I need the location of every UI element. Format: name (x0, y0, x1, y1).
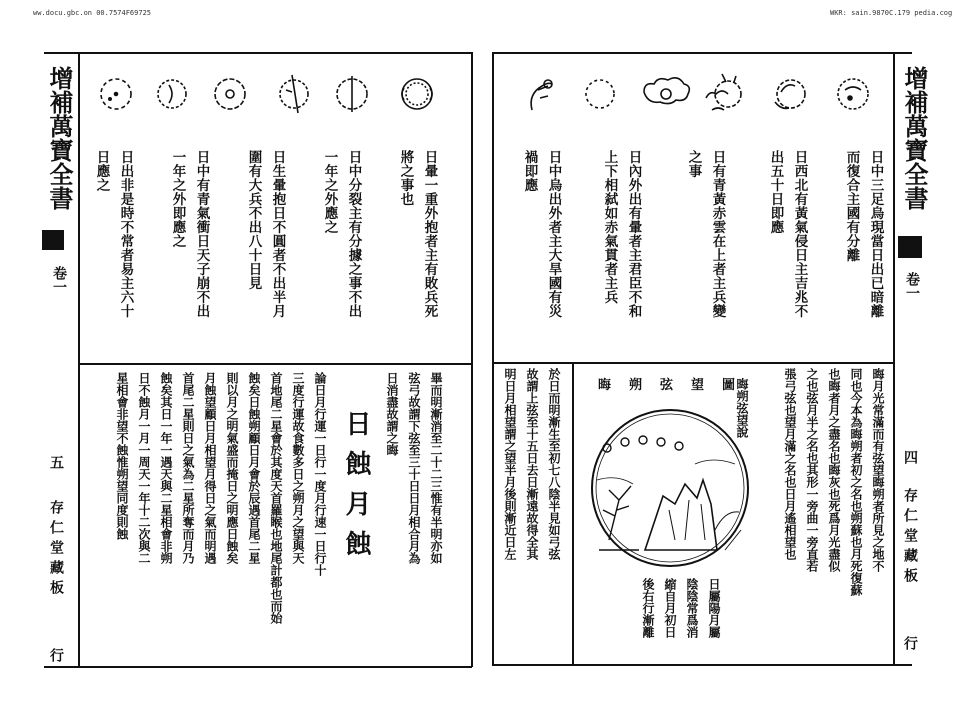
sun-halo-icon (402, 79, 432, 109)
text-column: 日暈一重外抱者主有敗兵死 (421, 150, 438, 318)
text-column: 後右行漸離 (641, 578, 655, 638)
text-column: 明日月相望謂之望半月後則漸近日左 (503, 368, 517, 560)
header-url-right: WKR: sain.9870C.179 pedia.cog (830, 9, 953, 17)
text-column: 日不蝕月一月一周天一年十二次與二 (137, 372, 151, 564)
text-column: 晦朔弦望說 (735, 378, 749, 438)
left-top-border (44, 52, 472, 54)
text-column: 同也今本為晦朔者初之名也朔蘇也月死復蘇 (849, 368, 863, 596)
right-side-page-number: 四 (902, 450, 918, 464)
right-side-volume: 卷一 (904, 272, 920, 300)
text-column: 日中烏出外者主大旱國有災 (545, 150, 562, 318)
text-column: 之事 (685, 150, 702, 178)
left-inner-border (78, 52, 80, 667)
text-column: 三度行運故食數多日之朔月之望與天 (291, 372, 305, 564)
left-sun-icons (80, 60, 472, 140)
text-column: 則以月之明氣盛而掩日之明應日蝕矣 (225, 372, 239, 564)
text-column: 日消盡故謂之晦 (385, 372, 399, 456)
left-side-volume: 卷一 (51, 266, 67, 294)
sun-ring-icon (215, 79, 245, 109)
left-side-publisher: 存仁堂藏板 (48, 500, 64, 600)
text-column: 一年之外即應之 (169, 150, 186, 248)
text-column: 上下相弑如赤氣貫者主兵 (601, 150, 618, 304)
text-column: 晦月光常滿而有弦望晦朔者所見之地不 (871, 368, 885, 572)
text-column: 日出非是時不常者易主六十 (117, 150, 134, 318)
text-column: 弦弓故謂下弦至三十日日月相合月為 (407, 372, 421, 564)
left-section-divider (79, 363, 471, 365)
text-column: 日中有青氣衝日天子崩不出 (193, 150, 210, 318)
left-bottom-border (44, 666, 472, 668)
right-sun-icons (496, 58, 892, 138)
text-column: 論日月行運一日行一度月行速一日行十 (313, 372, 327, 576)
text-column: 之也弦月半之名也其形一旁曲一旁直若 (805, 368, 819, 572)
right-top-border (492, 52, 912, 54)
text-column: 一年之外應之 (321, 150, 338, 234)
left-side-black-block (42, 230, 64, 250)
text-column: 日中分裂主有分據之事不出 (345, 150, 362, 318)
cliff-drawing (645, 480, 717, 550)
right-figure-divider (572, 362, 574, 664)
text-column: 張弓弦也望月滿之名也日月遙相望也 (783, 368, 797, 560)
text-column: 日中三足烏現當日出已暗離 (867, 150, 884, 318)
text-column: 星相會非望不蝕惟朔望同度則蝕 (115, 372, 129, 540)
left-spine-border (471, 52, 473, 667)
text-column: 也晦者月之盡名也晦灰也死爲月光盡似 (827, 368, 841, 572)
right-side-title: 增補萬寶全書 (900, 66, 929, 210)
tree-drawing (599, 486, 639, 550)
section-title: 日蝕月蝕 (341, 410, 371, 570)
text-column: 蝕矣日蝕朔顧日月會於辰遇首尾二星 (247, 372, 261, 564)
right-spine-border (492, 52, 494, 665)
text-column: 圍有大兵不出八十日見 (245, 150, 262, 290)
left-side-end: 行 (48, 648, 64, 662)
left-side-title: 增補萬寶全書 (45, 66, 74, 210)
right-side-black-block (898, 236, 922, 258)
text-column: 日生暈抱日不圓者不出半月 (269, 150, 286, 318)
text-column: 月蝕望顧日月相望月得日之氣而明遇 (203, 372, 217, 564)
text-column: 蝕矣其日一年一遇天與二星相會非朔 (159, 372, 173, 564)
text-column: 禍即應 (521, 150, 538, 192)
sun-plain-icon (158, 80, 186, 108)
text-column: 日屬陽月屬 (707, 578, 721, 638)
sun-bird-icon (531, 80, 552, 110)
sun-cloud-icon (706, 74, 741, 110)
text-column: 出五十日即應 (767, 150, 784, 234)
left-side-page-number: 五 (48, 455, 64, 469)
text-column: 而復合主國有分離 (843, 150, 860, 262)
sun-split-icon (337, 76, 367, 112)
right-inner-border (893, 52, 895, 665)
text-column: 日西北有黃氣侵日主吉兆不 (791, 150, 808, 318)
sun-plain-icon (586, 80, 614, 108)
sun-crescent-icon (775, 80, 805, 108)
cloud-sun-icon (644, 78, 689, 104)
right-bottom-border (492, 664, 912, 666)
text-column: 日應之 (93, 150, 110, 192)
text-column: 首尾二星則日之氣為二星所奪而月乃 (181, 372, 195, 564)
text-column: 縮自月初日 (663, 578, 677, 638)
right-side-end: 行 (902, 636, 918, 650)
right-section-divider (493, 362, 893, 364)
sun-pierced-icon (280, 75, 308, 113)
text-column: 故謂上弦至十五日去日漸遠故得全其 (525, 368, 539, 560)
header-url-left: ww.docu.gbc.on 00.7574F69725 (33, 9, 152, 17)
text-column: 日有青黃赤雲在上者主兵變 (709, 150, 726, 318)
text-column: 陰陰常爲消 (685, 578, 699, 638)
moon-phase-figure (585, 400, 755, 570)
text-column: 日內外出有暈者主君臣不和 (625, 150, 642, 318)
text-column: 畢而明漸消至二十二三惟有半明亦如 (429, 372, 443, 564)
sun-dark-icon (838, 79, 868, 109)
figure-title: 晦朔弦望圖 (598, 378, 754, 393)
text-column: 於日而明漸生至初七八陰半見如弓弦 (547, 368, 561, 560)
right-side-publisher: 存仁堂藏板 (902, 488, 918, 588)
sun-dots-icon (101, 79, 131, 109)
text-column: 首地尾二星會於其度天首羅睺也地尾計都也而始 (269, 372, 283, 624)
text-column: 將之事也 (397, 150, 414, 206)
